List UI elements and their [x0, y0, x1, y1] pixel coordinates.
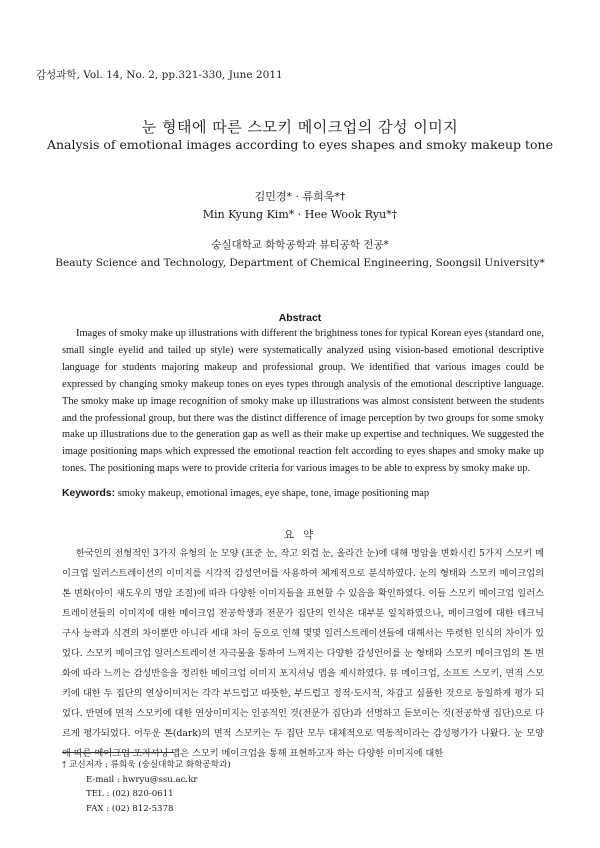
journal-citation: 감성과학, Vol. 14, No. 2, pp.321-330, June 2011	[36, 69, 283, 81]
abstract-heading: Abstract	[278, 312, 322, 324]
keywords-line	[62, 488, 544, 499]
keywords-label: Keywords:	[62, 488, 116, 499]
summary-heading: 요 약	[283, 529, 317, 541]
affiliation-korean: 숭실대학교 화학공학과 뷰티공학 전공*	[211, 239, 389, 251]
authors-korean: 김민경* · 류희욱*†	[254, 190, 346, 203]
title-english: Analysis of emotional images according to eyes shapes and smoky makeup tone	[46, 137, 554, 152]
authors-english: Min Kyung Kim* · Hee Wook Ryu*†	[202, 208, 398, 221]
footnote-divider	[62, 752, 174, 753]
footnote	[62, 758, 231, 816]
abstract-body: Images of smoky make up illustrations with different the brightness tones for typical Korean eyes (standard one, small single eyelid and tailed up style) were systematically analyzed using vision-based emotional descriptive language for students majoring makeup and professional group. We identified that various images could be expressed by changing smoky makeup tones on eyes types through analysis of the emotional descriptive language. The smoky make up image recognition of smoky make up illustrations was almost consistent between the students and the professional group, but there was the distinct difference of image perception by two groups for some smoky make up illustrations due to the generation gap as well as their make up expertise and techniques. We suggested the image positioning maps which expressed the emotional reaction felt according to eyes shapes and smoky make up tones. The positioning maps were to provide criteria for various images to be able to express by smoky make up.	[62, 328, 544, 475]
footnote-fax: FAX : (02) 812-5378	[86, 803, 174, 814]
affiliation-english: Beauty Science and Technology, Department of Chemical Engineering, Soongsil University*	[55, 257, 545, 269]
footnote-email: E-mail : hwryu@ssu.ac.kr	[86, 774, 198, 785]
footnote-tel: TEL : (02) 820-0611	[86, 789, 174, 799]
footnote-corresponding-author: † 교신저자 : 류희욱 (숭실대학교 화학공학과)	[62, 760, 231, 770]
title-korean: 눈 형태에 따른 스모키 메이크업의 감성 이미지	[141, 118, 459, 136]
keywords-text: smoky makeup, emotional images, eye shape, tone, image positioning map	[115, 488, 430, 499]
summary-body: 한국인의 전형적인 3가지 유형의 눈 모양 (표준 눈, 작고 외겹 눈, 올라간 눈)에 대해 명암을 변화시킨 5가지 스모키 메이크업 일러스트레이션의 이미지를 시각적 감성언어를 사용하여 체계적으로 분석하였다. 눈의 형태와 스모키 메이크업의 톤 변화(아이 섀도우의 명암 조절)에 따라 다양한 이미지들을 표현할 수 있음을 확인하였다. 이들 스모키 메이크업 일러스트레이션들의 이미지에 대한 메이크업 전공학생과 전문가 집단의 인식은 대부분 일치하였으나, 메이크업에 대한 테크닉 구사 능력과 식견의 차이뿐만 아니라 세대 차이 등으로 인해 몇몇 일러스트레이션들에 대해서는 뚜렷한 인식의 차이가 있었다. 스모키 메이크업 일러스트레이션 자극물을 통하여 느껴지는 다양한 감성언어를 눈 형태와 스모키 메이크업의 톤 변화에 따라 느끼는 감성반응을 정리한 메이크업 이미지 포지셔닝 맵을 제시하였다. 뮤 메이크업, 소프트 스모키, 면적 스모키에 대한 두 집단의 연상이미지는 각각 부드럽고 따뜻한, 부드럽고 정적·도시적, 차갑고 심플한 것으로 동일하게 평가 되었다. 반면에 면적 스모키에 대한 연상이미지는 인공적인 것(전문가 집단)과 선명하고 돋보이는 것(전공학생 집단)으로 다르게 평가되었다. 어두운 톤(dark)의 면적 스모키는 두 집단 모두 대체적으로 역동적이라는 감성평가가 나왔다. 눈 모양에 따른 메이크업 포지셔닝 맵은 스모키 메이크업을 통해 표현하고자 하는 다양한 이미지에 대한	[62, 548, 544, 759]
